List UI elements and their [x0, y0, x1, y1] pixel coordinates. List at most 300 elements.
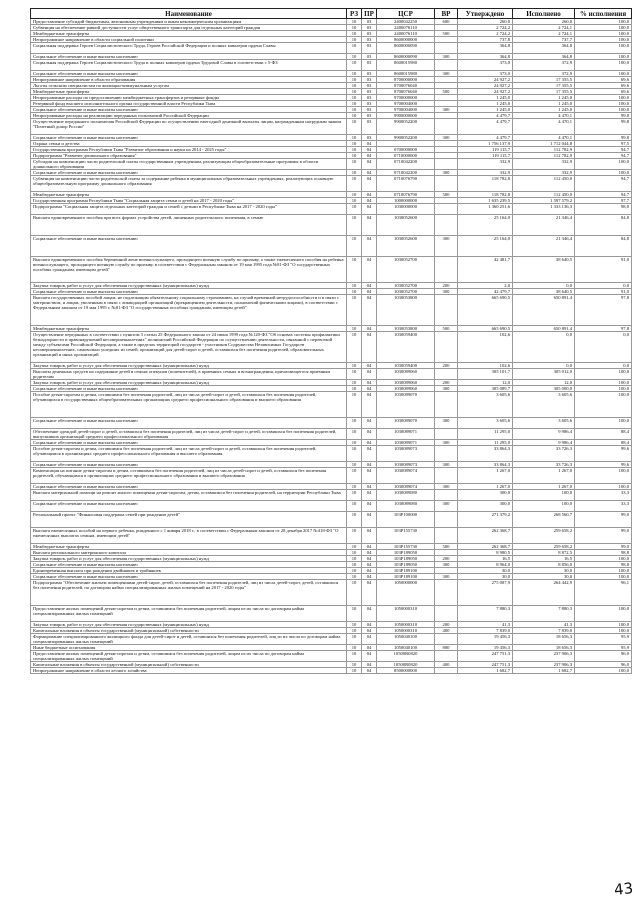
row-csr: 1030052700 [377, 257, 435, 283]
row-percent: 100,0 [575, 37, 632, 43]
row-csr: 10500R0820 [377, 662, 435, 668]
row-name: Резервный фонд высшего исполнительного органа государственной власти Республики Тыва [31, 101, 347, 107]
row-approved: 2 724,2 [458, 25, 513, 31]
row-executed: 268 560,7 [513, 512, 575, 528]
row-approved: 24 927,2 [458, 89, 513, 95]
row-pr: 04 [362, 668, 377, 674]
row-percent: 100,0 [575, 43, 632, 54]
row-executed: 2 724,1 [513, 31, 575, 37]
row-percent: 94,7 [575, 192, 632, 198]
row-pr: 04 [362, 215, 377, 236]
row-name: Социальное обеспечение и иные выплаты населению [31, 170, 347, 176]
row-rz: 10 [347, 622, 362, 628]
row-pr: 04 [362, 634, 377, 645]
row-csr: 8500000000 [377, 668, 435, 674]
row-rz: 10 [347, 60, 362, 71]
row-executed: 1 333 136,3 [513, 204, 575, 215]
row-csr: 103P189100 [377, 574, 435, 580]
row-pr: 04 [362, 550, 377, 556]
row-name: Межбюджетные трансферты [31, 89, 347, 95]
row-approved: 1 360 251,6 [458, 204, 513, 215]
row-approved: 25 164,0 [458, 215, 513, 236]
row-csr: 2400076110 [377, 31, 435, 37]
table-row [31, 468, 632, 484]
row-approved: 33 864,3 [458, 462, 513, 468]
row-pr: 03 [362, 71, 377, 77]
row-csr: 1050000310 [377, 622, 435, 628]
row-csr: 1030089060 [377, 386, 435, 392]
row-approved: 30,0 [458, 574, 513, 580]
row-name: Выплата ежемесячных пособий на первого ребенка, рожденного с 1 января 2018 г., в соответствии с Федеральным законом от 28 декабря 2017 №418-ФЗ "О ежемесячных выплатах семьям, имеющим детей" [31, 528, 347, 544]
row-name: Компенсация на питание детям-сиротам и детям, оставшимся без попечения родителей, лиц из числа детей-сирот и детей, оставшихся без попечения родителей, обучающимся в организациях среднего профессионального образования и высшего образования [31, 468, 347, 484]
row-rz: 10 [347, 662, 362, 668]
row-rz: 10 [347, 528, 362, 544]
row-csr: 9700000000 [377, 95, 435, 101]
row-pr: 04 [362, 159, 377, 170]
row-pr: 04 [362, 501, 377, 512]
row-executed: 650 891,4 [513, 295, 575, 326]
row-executed: 17 355,5 [513, 77, 575, 83]
row-name: Социальное обеспечение и иные выплаты населению [31, 107, 347, 113]
row-percent: 99,8 [575, 113, 632, 119]
row-rz: 10 [347, 369, 362, 380]
row-rz: 10 [347, 326, 362, 332]
row-name: Закупка товаров, работ и услуг для обеспечения государственных (муниципальных) нужд [31, 380, 347, 386]
table-row [31, 295, 632, 326]
row-vr: 300 [435, 135, 458, 141]
row-executed: 1 682,7 [513, 668, 575, 674]
row-name: Непрограммные расходы по предоставлению межбюджетных трансфертов и резервные фонды [31, 95, 347, 101]
row-vr [435, 159, 458, 170]
row-vr [435, 43, 458, 54]
row-rz: 10 [347, 512, 362, 528]
row-vr [435, 528, 458, 544]
row-executed: 2 724,1 [513, 25, 575, 31]
row-pr: 04 [362, 257, 377, 283]
row-name: Субвенция на компенсацию части родительской платы за содержание ребенка в муниципальных образовательных учреждениях, реализующих основную общеобразовательную программу дошкольного образования [31, 176, 347, 192]
row-executed: 259 658,2 [513, 528, 575, 544]
row-approved: 373,0 [458, 60, 513, 71]
table-row [31, 606, 632, 622]
row-percent: 97,5 [575, 141, 632, 147]
table-row [31, 176, 632, 192]
row-rz: 10 [347, 418, 362, 429]
row-name: Региональный проект "Финансовая поддержка семей при рождении детей" [31, 512, 347, 528]
row-percent: 100,0 [575, 25, 632, 31]
row-name: Межбюджетные трансферты [31, 326, 347, 332]
row-pr: 03 [362, 101, 377, 107]
row-vr: 300 [435, 54, 458, 60]
row-pr: 04 [362, 192, 377, 198]
row-pr: 04 [362, 176, 377, 192]
row-percent: 100,0 [575, 380, 632, 386]
row-executed: 332,9 [513, 159, 575, 170]
row-pr: 03 [362, 83, 377, 89]
row-approved: 8 980,5 [458, 550, 513, 556]
row-approved: 11 295,0 [458, 429, 513, 440]
row-percent: 69,6 [575, 89, 632, 95]
row-percent: 0,0 [575, 363, 632, 369]
row-name: Капитальные вложения в объекты государственной (муниципальной) собственности [31, 662, 347, 668]
row-percent: 69,6 [575, 77, 632, 83]
row-rz: 10 [347, 95, 362, 101]
row-vr [435, 446, 458, 462]
row-approved: 24 927,2 [458, 83, 513, 89]
row-executed: 33 726,3 [513, 462, 575, 468]
row-executed: 1 245,0 [513, 107, 575, 113]
row-percent: 100,0 [575, 101, 632, 107]
row-rz: 10 [347, 283, 362, 289]
row-pr: 04 [362, 556, 377, 562]
row-vr [435, 257, 458, 283]
row-csr: 9900000000 [377, 113, 435, 119]
row-executed: 100,0 [513, 490, 575, 501]
table-row [31, 446, 632, 462]
row-approved: 1 245,0 [458, 107, 513, 113]
row-approved: 42 479,7 [458, 289, 513, 295]
row-approved: 11 295,0 [458, 440, 513, 446]
row-name: Социальное обеспечение и иные выплаты населению [31, 236, 347, 257]
row-percent: 100,0 [575, 19, 632, 25]
table-row [31, 369, 632, 380]
row-executed: 4 470,1 [513, 113, 575, 119]
row-pr: 04 [362, 622, 377, 628]
row-name: Социальное обеспечение и иные выплаты населению [31, 289, 347, 295]
row-rz: 10 [347, 501, 362, 512]
row-vr [435, 429, 458, 440]
row-rz: 10 [347, 77, 362, 83]
row-percent: 33,3 [575, 490, 632, 501]
row-approved: 19 456,3 [458, 634, 513, 645]
row-csr: 0710076790 [377, 176, 435, 192]
row-pr: 04 [362, 606, 377, 622]
row-percent: 100,0 [575, 54, 632, 60]
row-approved: 4 479,7 [458, 119, 513, 135]
row-rz: 10 [347, 25, 362, 31]
row-approved: 373,0 [458, 71, 513, 77]
row-rz: 10 [347, 668, 362, 674]
row-vr: 300 [435, 170, 458, 176]
row-approved: 247 751,3 [458, 662, 513, 668]
row-pr: 03 [362, 37, 377, 43]
table-row [31, 634, 632, 645]
row-pr: 03 [362, 135, 377, 141]
row-name: Социальное обеспечение и иные выплаты населению [31, 386, 347, 392]
row-rz: 10 [347, 257, 362, 283]
row-percent: 99,0 [575, 544, 632, 550]
row-approved: 19 456,3 [458, 645, 513, 651]
row-vr [435, 392, 458, 418]
row-approved: 16,5 [458, 556, 513, 562]
row-csr: 9700004000 [377, 101, 435, 107]
row-name: Выплата единовременного пособия при всех формах устройства детей, лишенных родительского попечения, в семью [31, 215, 347, 236]
row-approved: 41,3 [458, 622, 513, 628]
row-rz: 10 [347, 429, 362, 440]
table-row [31, 215, 632, 236]
row-csr: 0710076790 [377, 192, 435, 198]
row-approved: 118 782,8 [458, 176, 513, 192]
row-rz: 10 [347, 101, 362, 107]
row-pr: 04 [362, 289, 377, 295]
row-rz: 10 [347, 19, 362, 25]
row-pr: 04 [362, 568, 377, 574]
row-name: Социальное обеспечение и иные выплаты населению [31, 501, 347, 512]
row-name: Подпрограмма "Обеспечение жильем помещениями детей-сирот, детей, оставшихся без попечения родителей, лиц из числа детей-сирот, детей, оставшихся без попечения родителей, по договорам найма специализированных жилых помещений на 2017 - 2020 годы" [31, 580, 347, 606]
page-number: 43 [613, 879, 634, 899]
row-percent: 100,0 [575, 574, 632, 580]
row-rz: 10 [347, 170, 362, 176]
row-pr: 03 [362, 119, 377, 135]
row-executed: 18 656,3 [513, 634, 575, 645]
row-approved: 260,0 [458, 19, 513, 25]
row-rz: 10 [347, 153, 362, 159]
row-percent: 100,0 [575, 418, 632, 429]
row-name: Социальное обеспечение и иные выплаты населению [31, 54, 347, 60]
row-executed: 1 597 579,2 [513, 198, 575, 204]
row-vr: 300 [435, 501, 458, 512]
row-rz: 10 [347, 147, 362, 153]
row-executed: 21 346,4 [513, 215, 575, 236]
row-approved: 305 101,7 [458, 369, 513, 380]
row-executed: 4 470,1 [513, 135, 575, 141]
row-csr: 1000000000 [377, 198, 435, 204]
table-row [31, 501, 632, 512]
row-csr: 1030089071 [377, 429, 435, 440]
row-pr: 03 [362, 54, 377, 60]
row-executed: 305 012,0 [513, 369, 575, 380]
row-csr: 8600015980 [377, 60, 435, 71]
row-pr: 04 [362, 462, 377, 468]
row-vr [435, 512, 458, 528]
row-approved: 119 115,7 [458, 153, 513, 159]
row-pr: 04 [362, 440, 377, 446]
row-name: Пособие детям-сиротам и детям, оставшимся без попечения родителей, лиц из числа детей-сирот и детей, оставшихся без попечения родителей, обучающихся в государственных общеобразовательных организациях среднего профессионального образования и высшего образования [31, 392, 347, 418]
row-pr: 04 [362, 369, 377, 380]
row-csr: 1050040100 [377, 634, 435, 645]
row-executed: 237 906,3 [513, 651, 575, 662]
row-vr: 800 [435, 645, 458, 651]
row-vr [435, 215, 458, 236]
table-row [31, 119, 632, 135]
row-approved: 1 682,7 [458, 668, 513, 674]
row-csr: 9700004000 [377, 107, 435, 113]
table-row [31, 236, 632, 257]
row-rz: 10 [347, 580, 362, 606]
row-vr [435, 634, 458, 645]
row-csr: 1030052600 [377, 215, 435, 236]
row-executed: 17 355,5 [513, 89, 575, 95]
row-approved: 12,0 [458, 380, 513, 386]
row-approved: 275 087,9 [458, 580, 513, 606]
row-percent: 96,0 [575, 662, 632, 668]
row-name: Единовременная выплата при рождении двойняшек и тройняшек [31, 568, 347, 574]
row-name: Социальное обеспечение и иные выплаты населению [31, 574, 347, 580]
row-percent: 99,8 [575, 135, 632, 141]
row-executed: 4 470,1 [513, 119, 575, 135]
row-csr: 103P155730 [377, 544, 435, 550]
row-approved: 300,0 [458, 501, 513, 512]
row-name: Предоставление субсидий бюджетным, автономным учреждениям и иным некоммерческим организациям [31, 19, 347, 25]
row-csr: 1050040100 [377, 645, 435, 651]
row-name: Социальное обеспечение и иные выплаты населению [31, 135, 347, 141]
row-percent: 94,7 [575, 147, 632, 153]
row-rz: 10 [347, 141, 362, 147]
row-rz: 10 [347, 31, 362, 37]
row-percent: 94,7 [575, 176, 632, 192]
row-percent: 98,8 [575, 562, 632, 568]
row-approved: 2,0 [458, 283, 513, 289]
row-executed: 332,9 [513, 170, 575, 176]
row-csr: 1030089070 [377, 418, 435, 429]
row-csr: 1050000310 [377, 628, 435, 634]
row-pr: 04 [362, 468, 377, 484]
row-csr: 1030089060 [377, 369, 435, 380]
table-row [31, 43, 632, 54]
row-executed: 264 442,9 [513, 580, 575, 606]
row-vr [435, 668, 458, 674]
row-csr: 1030089073 [377, 462, 435, 468]
table-row [31, 392, 632, 418]
row-name: Социальное обеспечение и иные выплаты населению [31, 562, 347, 568]
row-pr: 04 [362, 562, 377, 568]
row-percent: 91,0 [575, 257, 632, 283]
row-executed: 9 986,4 [513, 429, 575, 440]
row-pr: 04 [362, 380, 377, 386]
row-vr: 600 [435, 19, 458, 25]
row-vr [435, 606, 458, 622]
row-pr: 04 [362, 170, 377, 176]
row-executed: 0,0 [513, 363, 575, 369]
row-csr: 2400042250 [377, 19, 435, 25]
row-pr: 04 [362, 283, 377, 289]
header-pr: ПР [362, 9, 377, 19]
row-pr: 04 [362, 141, 377, 147]
row-csr: 1030059400 [377, 363, 435, 369]
row-vr [435, 332, 458, 363]
row-approved: 3 605,6 [458, 392, 513, 418]
row-percent: 99,8 [575, 119, 632, 135]
header-csr: ЦСР [377, 9, 435, 19]
row-approved: 102,6 [458, 332, 513, 363]
row-executed: 8 856,0 [513, 562, 575, 568]
row-executed: 3 605,6 [513, 418, 575, 429]
row-pr: 04 [362, 512, 377, 528]
row-pr: 04 [362, 236, 377, 257]
row-name: Охрана семьи и детства [31, 141, 347, 147]
row-approved: 7 880,3 [458, 606, 513, 622]
row-approved: 30,0 [458, 568, 513, 574]
row-percent: 33,3 [575, 501, 632, 512]
row-pr: 04 [362, 295, 377, 326]
row-vr: 200 [435, 363, 458, 369]
row-percent: 95,9 [575, 645, 632, 651]
row-approved: 119 115,7 [458, 147, 513, 153]
row-rz: 10 [347, 574, 362, 580]
row-percent: 100,0 [575, 95, 632, 101]
row-executed: 112 450,0 [513, 176, 575, 192]
row-pr: 04 [362, 490, 377, 501]
row-vr: 300 [435, 440, 458, 446]
row-pr: 03 [362, 113, 377, 119]
row-csr: 1050000310 [377, 606, 435, 622]
row-csr: 103P189050 [377, 550, 435, 556]
row-csr: 8600015980 [377, 71, 435, 77]
row-executed: 30,0 [513, 568, 575, 574]
row-name: Социальное обеспечение и иные выплаты населению [31, 484, 347, 490]
row-rz: 10 [347, 54, 362, 60]
row-name: Формирование специализированного жилищного фонда для детей-сирот и детей, оставшихся без попечения родителей, лиц из их числа по договорам найма специализированных жилых помещений [31, 634, 347, 645]
row-rz: 10 [347, 83, 362, 89]
row-rz: 10 [347, 556, 362, 562]
row-rz: 10 [347, 363, 362, 369]
row-pr: 03 [362, 107, 377, 113]
row-executed: 1 267,0 [513, 468, 575, 484]
row-csr: 8700000000 [377, 77, 435, 83]
header-executed: Исполнено [513, 9, 575, 19]
row-executed: 112 782,9 [513, 147, 575, 153]
row-name: Подпрограмма "Социальная защита отдельных категорий граждан и семей с детьми в Республике Тыва на 2017 - 2020 годы" [31, 204, 347, 215]
row-executed: 12,0 [513, 380, 575, 386]
row-vr: 400 [435, 628, 458, 634]
row-percent: 99,6 [575, 462, 632, 468]
row-vr: 500 [435, 192, 458, 198]
row-executed: 0,0 [513, 283, 575, 289]
row-vr: 200 [435, 622, 458, 628]
row-approved: 1 756 137,9 [458, 141, 513, 147]
row-pr: 04 [362, 645, 377, 651]
row-name: Межбюджетные трансферты [31, 544, 347, 550]
row-percent: 100,0 [575, 369, 632, 380]
row-csr: 8600000000 [377, 37, 435, 43]
row-name: Осуществление переданных в соответствии с пунктом 3 статьи 25 Федерального закона от 24 июня 1999 года №120-ФЗ "Об основах системы профилактики безнадзорности и правонарушений несовершеннолетних" полномочий Российской Федерации по осуществлению деятельности, связанной с перевозкой между субъектами Российской Федерации, а также в пределах территорий государств - участников Содружества Независимых Государств несовершеннолетних, самовольно ушедших из семей, организаций для детей-сирот и детей, оставшихся без попечения родителей, образовательных организаций и иных организаций [31, 332, 347, 363]
row-pr: 04 [362, 544, 377, 550]
row-rz: 10 [347, 462, 362, 468]
row-approved: 665 690,5 [458, 326, 513, 332]
row-name: Субвенция на обеспечение равной доступности услуг общественного транспорта для отдельных категорий граждан [31, 25, 347, 31]
row-name: Социальная поддержка Героев Социалистического Труда, Героев Российской Федерации и полных кавалеров ордена Славы [31, 43, 347, 54]
row-rz: 10 [347, 289, 362, 295]
header-name: Наименование [31, 9, 347, 19]
row-vr: 200 [435, 283, 458, 289]
row-approved: 262 368,7 [458, 528, 513, 544]
row-name: Межбюджетные трансферты [31, 192, 347, 198]
row-percent: 100,0 [575, 622, 632, 628]
row-vr [435, 580, 458, 606]
row-executed: 372,9 [513, 71, 575, 77]
row-csr: 0710000000 [377, 153, 435, 159]
row-pr: 03 [362, 43, 377, 54]
row-executed: 364,8 [513, 43, 575, 54]
row-rz: 10 [347, 490, 362, 501]
row-pr: 04 [362, 651, 377, 662]
row-rz: 10 [347, 645, 362, 651]
row-vr [435, 176, 458, 192]
table-row [31, 418, 632, 429]
header-vr: ВР [435, 9, 458, 19]
row-vr: 300 [435, 107, 458, 113]
row-percent: 100,0 [575, 568, 632, 574]
row-pr: 03 [362, 89, 377, 95]
row-rz: 10 [347, 446, 362, 462]
row-percent: 97,7 [575, 198, 632, 204]
table-row [31, 257, 632, 283]
row-executed: 41,3 [513, 622, 575, 628]
row-percent: 98,8 [575, 550, 632, 556]
row-pr: 04 [362, 363, 377, 369]
row-executed: 372,9 [513, 60, 575, 71]
row-csr: 9900052200 [377, 119, 435, 135]
row-pr: 04 [362, 386, 377, 392]
